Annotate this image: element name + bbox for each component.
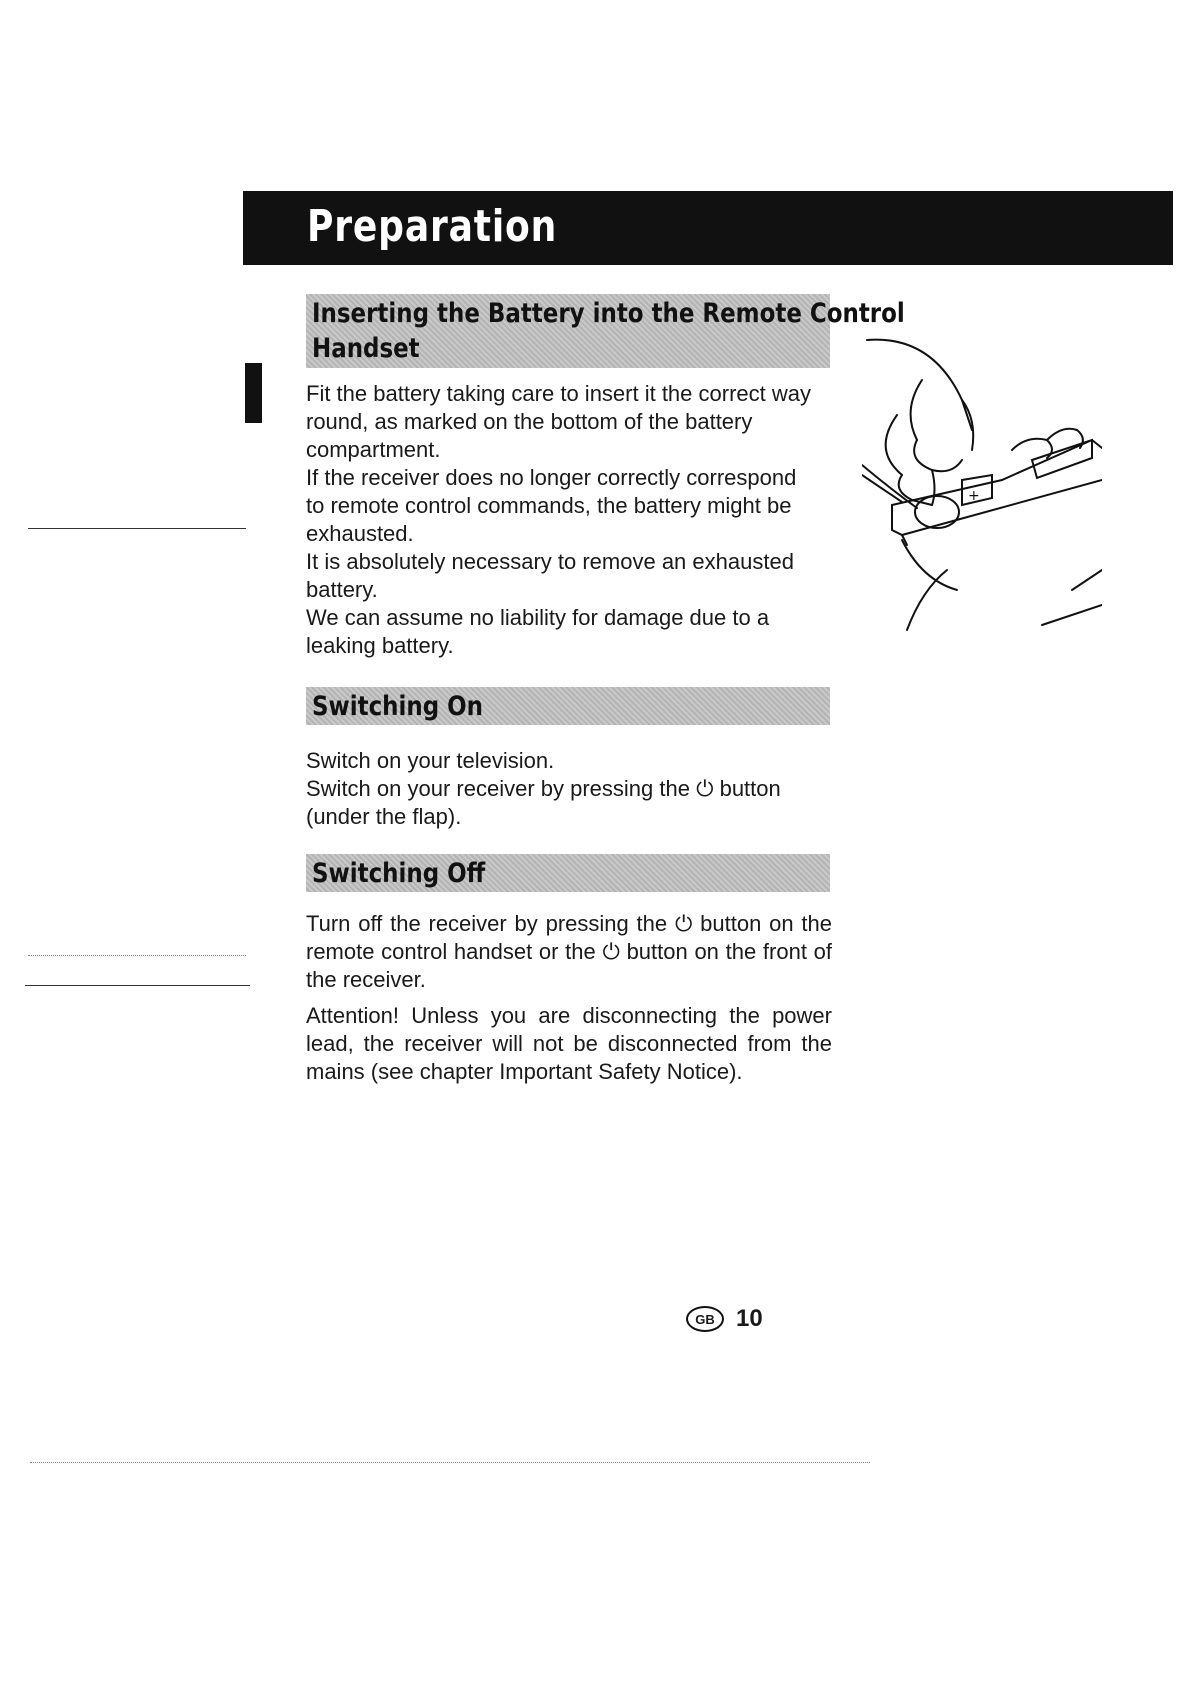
paragraph: We can assume no liability for damage due to a leaking battery. [306, 605, 770, 658]
section-heading-line: Handset [312, 333, 420, 364]
bottom-dotted-rule [30, 1462, 870, 1463]
country-badge: GB [686, 1306, 724, 1332]
margin-rule [28, 528, 246, 529]
switching-on-text [306, 747, 806, 831]
battery-insertion-illustration [862, 330, 1102, 650]
section-heading-switching-off [306, 854, 830, 892]
section-heading-text: Switching Off [312, 858, 486, 889]
section-heading-battery [306, 294, 905, 368]
paragraph: Switch on your television. [306, 748, 555, 773]
page-title: Preparation [307, 201, 558, 252]
paragraph: Switch on your receiver by pressing the ⏻ button (under the flap). [306, 776, 781, 829]
page-number: 10 [736, 1305, 763, 1332]
switching-off-text [306, 910, 832, 1086]
title-bar [243, 191, 1173, 265]
battery-text [306, 380, 816, 660]
margin-rule [25, 985, 250, 986]
page-footer [686, 1305, 763, 1333]
battery-polarity-label: + [968, 488, 980, 504]
paragraph: Attention! Unless you are disconnecting the power lead, the receiver will not be disconnected from the mains (see chapter Important Safety Notice). [306, 1003, 832, 1084]
paragraph: If the receiver does no longer correctly correspond to remote control commands, the battery might be exhausted. [306, 465, 797, 546]
margin-dotted-rule [28, 955, 246, 956]
section-heading-text: Switching On [312, 691, 483, 722]
margin-marker [245, 363, 262, 423]
section-heading-switching-on [306, 687, 830, 725]
paragraph: Fit the battery taking care to insert it the correct way round, as marked on the bottom of the battery compartment. [306, 381, 811, 462]
section-heading-line: Inserting the Battery into the Remote Control [312, 298, 905, 329]
paragraph: It is absolutely necessary to remove an exhausted battery. [306, 549, 794, 602]
paragraph: Turn off the receiver by pressing the ⏻ button on the remote control handset or the ⏻ button on the front of the receiver. [306, 911, 832, 992]
